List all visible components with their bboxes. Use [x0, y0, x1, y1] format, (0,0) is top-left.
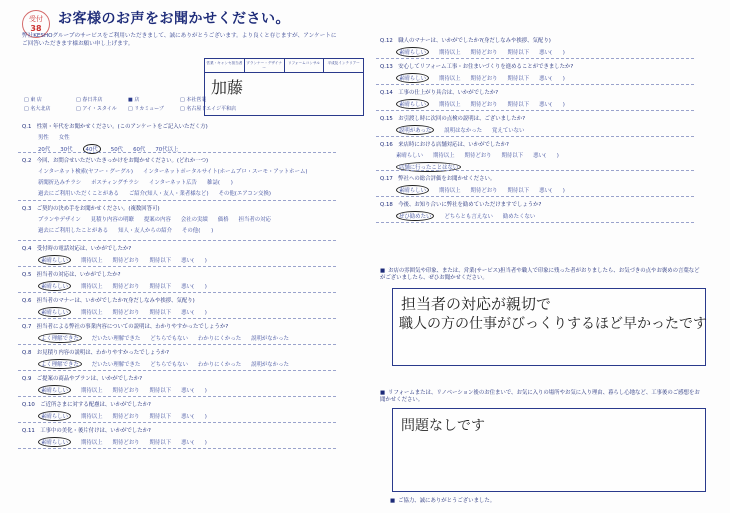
- answer-option[interactable]: 会社の実績: [180, 217, 208, 223]
- answer-options: [380, 151, 569, 159]
- question-title: Q.11 工事中の美化・後片付けは、いかがでしたか?: [22, 428, 151, 434]
- question-title: Q.1 性別・年代をお聞かせください。(このアンケートをご記入いただく方): [22, 124, 208, 130]
- answer-option[interactable]: 期待以上: [80, 388, 103, 394]
- answer-options: [380, 73, 575, 83]
- question-title: Q.13 安心してリフォーム工事・お住まいづくりを進めることができましたか?: [380, 64, 574, 70]
- answer-options: [22, 133, 208, 141]
- question-title: Q.12 職人のマナーは、いかがでしたか?(身だしなみや挨拶、気配り): [380, 38, 551, 44]
- answer-option[interactable]: 期待どおり: [464, 153, 492, 159]
- memo1-box[interactable]: [392, 288, 706, 366]
- question-title: Q.14 工事の仕上がり具合は、いかがでしたか?: [380, 90, 499, 96]
- answer-option[interactable]: 悪い( ): [539, 76, 565, 82]
- answer-option[interactable]: 期待以上: [432, 153, 455, 159]
- answer-option[interactable]: だいたい理解できた: [91, 336, 141, 342]
- dashed-divider: [18, 318, 336, 319]
- answer-option[interactable]: 期待以下: [507, 50, 530, 56]
- answer-option[interactable]: 素晴らしい: [38, 255, 71, 265]
- question-title: Q.16 来店時における店舗対応は、いかがでしたか?: [380, 142, 509, 148]
- answer-options: [22, 411, 217, 421]
- answer-option[interactable]: インターネット広告: [149, 180, 198, 186]
- dashed-divider: [376, 170, 694, 171]
- branch-row: [24, 105, 284, 114]
- answer-option[interactable]: 60代: [133, 147, 146, 153]
- answer-option[interactable]: 素晴らしい: [38, 437, 71, 447]
- answer-option[interactable]: 期待以上: [438, 102, 461, 108]
- answer-option[interactable]: 悪い( ): [181, 310, 207, 316]
- answer-option[interactable]: 素晴らしい: [396, 153, 423, 159]
- answer-option[interactable]: 期待どおり: [112, 440, 140, 446]
- answer-option[interactable]: どちらでもない: [150, 336, 188, 342]
- stamp-number: 38: [30, 24, 42, 33]
- answer-option[interactable]: 期待以下: [507, 102, 530, 108]
- stamp-label: 受付: [29, 15, 43, 23]
- answer-option[interactable]: 期待以上: [438, 50, 461, 56]
- thanks-footer: ■ ご協力、誠にありがとうございました。: [390, 496, 495, 504]
- question-q15: [380, 114, 534, 135]
- answer-option[interactable]: 50代: [110, 147, 124, 153]
- question-title: Q.8 お見積り内容の説明は、わかりやすかったでしょうか?: [22, 350, 170, 356]
- question-title: Q.10 ご近所さまに対する配慮は、いかがでしたか?: [22, 402, 151, 408]
- answer-option[interactable]: 40代: [83, 144, 101, 154]
- dashed-divider: [18, 344, 336, 345]
- answer-option[interactable]: 期待どおり: [470, 102, 498, 108]
- dashed-divider: [18, 292, 336, 293]
- answer-options: [22, 359, 299, 369]
- answer-options: [22, 189, 317, 197]
- answer-option[interactable]: 期待どおり: [470, 76, 498, 82]
- answer-option[interactable]: 期待以上: [80, 258, 103, 264]
- question-q1: [22, 122, 208, 154]
- answer-option[interactable]: 見積り内容の明瞭: [90, 217, 134, 223]
- answer-options: [22, 333, 299, 343]
- dashed-divider: [18, 396, 336, 397]
- answer-option[interactable]: 知人・友人からの紹介: [118, 228, 173, 234]
- answer-option[interactable]: 担当者の対応: [238, 217, 271, 223]
- question-title: Q.4 受付時の電話対応は、いかがでしたか?: [22, 246, 132, 252]
- memo2-box[interactable]: [392, 408, 706, 492]
- answer-option[interactable]: 期待どおり: [112, 414, 140, 420]
- answer-option[interactable]: 悪い( ): [181, 440, 207, 446]
- answer-option[interactable]: 女性: [58, 135, 70, 141]
- answer-options: [380, 211, 545, 221]
- memo2-question: ■ リフォームまたは、リノベーション後のお住まいで、お気に入りの場所やお気に入り理由、暮らし心地など、工事後のご感想をお聞かせください。: [380, 390, 700, 404]
- dashed-divider: [376, 58, 694, 59]
- memo1-answer-line1: 担当者の対応が親切で: [401, 295, 552, 313]
- answer-options: [380, 185, 575, 195]
- answer-option[interactable]: 雑誌( ): [207, 180, 233, 186]
- question-q16: [380, 140, 569, 172]
- question-title: Q.5 担当者の対応は、いかがでしたか?: [22, 272, 121, 278]
- answer-option[interactable]: 期待以下: [501, 153, 524, 159]
- staff-header-interior: 平成及インテリアー: [327, 61, 360, 65]
- question-q6: [22, 296, 217, 317]
- answer-option[interactable]: 価格: [217, 217, 229, 223]
- answer-option[interactable]: 期待以下: [149, 258, 172, 264]
- dashed-divider: [376, 222, 694, 223]
- answer-option[interactable]: よく理解できた: [38, 333, 82, 343]
- answer-option[interactable]: ご紹介(知人・友人・業者様など): [128, 191, 209, 197]
- answer-option[interactable]: 男性: [38, 135, 49, 141]
- answer-options: [380, 47, 575, 57]
- answer-option[interactable]: 70代以上: [155, 147, 179, 153]
- answer-option[interactable]: 素晴らしい: [38, 281, 71, 291]
- staff-header-planner: プランナー・デザイナー: [245, 59, 285, 72]
- answer-option[interactable]: 素晴らしい: [38, 411, 71, 421]
- branch-option[interactable]: □ 春日井店: [76, 97, 103, 103]
- dashed-divider: [18, 200, 336, 201]
- answer-option[interactable]: 期待以下: [149, 414, 172, 420]
- staff-header-consult: リフォームコンサル: [285, 59, 325, 72]
- dashed-divider: [18, 370, 336, 371]
- answer-option[interactable]: 過去にご利用いただくことがある: [38, 191, 119, 197]
- answer-option[interactable]: 期待以上: [438, 188, 461, 194]
- question-title: Q.18 今後、お知り合いに弊社を勧めていただけますでしょうか?: [380, 202, 542, 208]
- answer-option[interactable]: ポスティングチラシ: [91, 180, 140, 186]
- question-q14: [380, 88, 575, 109]
- question-title: Q.17 弊社への総合評価をお聞かせください。: [380, 176, 496, 182]
- answer-option[interactable]: 悪い( ): [539, 102, 565, 108]
- answer-option[interactable]: インターネット検索(ヤフー・グーグル): [38, 169, 134, 175]
- answer-option[interactable]: 説明があった: [396, 125, 434, 135]
- answer-option[interactable]: 期待以上: [80, 440, 103, 446]
- answer-option[interactable]: 素晴らしい: [396, 99, 429, 109]
- question-q13: [380, 62, 575, 83]
- question-q18: [380, 200, 545, 221]
- branch-option[interactable]: ■ 店: [128, 97, 140, 103]
- answer-option[interactable]: わかりにくかった: [197, 336, 242, 342]
- answer-option[interactable]: 新聞折込みチラシ: [38, 180, 82, 186]
- question-title: Q.6 担当者のマナーは、いかがでしたか?(身だしなみや挨拶、気配り): [22, 298, 195, 304]
- answer-option[interactable]: 素晴らしい: [38, 307, 71, 317]
- answer-option[interactable]: 悪い( ): [539, 188, 565, 194]
- answer-option[interactable]: 提案の内容: [143, 217, 171, 223]
- question-title: Q.9 ご提案の商品やプランは、いかがでしたか?: [22, 376, 143, 382]
- answer-option[interactable]: 覚えていない: [492, 128, 525, 134]
- answer-option[interactable]: 悪い( ): [181, 284, 207, 290]
- answer-option[interactable]: 期待以下: [149, 310, 172, 316]
- question-q17: [380, 174, 575, 195]
- answer-option[interactable]: インターネットポータルサイト(ホームプロ・スーモ・アットホーム): [143, 169, 308, 175]
- branch-option[interactable]: □ 東 店: [24, 97, 42, 103]
- branch-option[interactable]: □ 名大北店: [24, 106, 51, 112]
- answer-option[interactable]: 期待以上: [80, 310, 103, 316]
- answer-options: [22, 307, 217, 317]
- answer-option[interactable]: 悪い( ): [533, 153, 559, 159]
- answer-option[interactable]: その他(エアコン交換): [218, 191, 272, 197]
- staff-name-handwritten: 加藤: [211, 78, 244, 97]
- answer-option[interactable]: 期待どおり: [112, 284, 140, 290]
- question-title: Q.15 お引渡し時に次回の点検の説明は、ございましたか?: [380, 116, 526, 122]
- answer-options: [380, 125, 534, 135]
- staff-header-sales: 営業・キャンセ担当者: [205, 59, 245, 72]
- answer-option[interactable]: 期待どおり: [112, 258, 140, 264]
- dashed-divider: [18, 152, 336, 153]
- answer-option[interactable]: 悪い( ): [181, 258, 207, 264]
- dashed-divider: [18, 266, 336, 267]
- answer-option[interactable]: 説明がなかった: [251, 336, 289, 342]
- answer-option[interactable]: わかりにくかった: [197, 362, 242, 368]
- answer-options: [22, 281, 217, 291]
- memo2-answer: 問題なしです: [401, 418, 485, 434]
- answer-option[interactable]: 悪い( ): [181, 388, 207, 394]
- answer-option[interactable]: 期待以下: [507, 188, 530, 194]
- answer-option[interactable]: 素晴らしい: [38, 385, 71, 395]
- branch-row: [24, 96, 284, 105]
- answer-option[interactable]: 期待以下: [149, 440, 172, 446]
- answer-option[interactable]: どちらとも言えない: [444, 214, 493, 220]
- answer-option[interactable]: 店舗に行ったことはない: [396, 162, 461, 172]
- question-q10: [22, 400, 217, 421]
- question-q5: [22, 270, 217, 291]
- page-title: お客様のお声をお聞かせください。: [58, 11, 290, 27]
- answer-options: [22, 215, 281, 223]
- answer-option[interactable]: 説明はなかった: [444, 128, 483, 134]
- question-title: Q.7 担当者による弊社の事業内容についての説明は、わかりやすかったでしょうか?: [22, 324, 229, 330]
- branch-list: [24, 96, 284, 114]
- question-q7: [22, 322, 299, 343]
- answer-option[interactable]: 悪い( ): [181, 414, 207, 420]
- answer-option[interactable]: 期待どおり: [470, 188, 498, 194]
- answer-option[interactable]: 悪い( ): [539, 50, 565, 56]
- answer-option[interactable]: 期待どおり: [470, 50, 498, 56]
- dashed-divider: [18, 448, 336, 449]
- answer-options: [22, 385, 217, 395]
- answer-option[interactable]: ぜひ勧めたい: [396, 211, 434, 221]
- answer-option[interactable]: 説明がなかった: [251, 362, 289, 368]
- answer-option[interactable]: 期待以下: [507, 76, 530, 82]
- answer-options: [380, 99, 575, 109]
- question-q2: [22, 156, 317, 197]
- answer-option[interactable]: 期待以上: [80, 414, 103, 420]
- branch-option[interactable]: □ 名古屋ドエイジ平和店: [180, 106, 237, 112]
- answer-option[interactable]: 素晴らしい: [396, 185, 429, 195]
- dashed-divider: [376, 136, 694, 137]
- dashed-divider: [376, 110, 694, 111]
- branch-option[interactable]: □ リカミューブ: [128, 106, 164, 112]
- answer-options: [22, 437, 217, 447]
- staff-box-header: [205, 59, 363, 73]
- question-q3: [22, 204, 281, 234]
- answer-option[interactable]: 期待どおり: [112, 310, 140, 316]
- answer-option[interactable]: 過去にご利用したことがある: [38, 228, 109, 234]
- memo1-answer-line2: 職人の方の仕事がびっくりするほど早かったです: [399, 316, 707, 332]
- answer-option[interactable]: 素晴らしい: [396, 47, 429, 57]
- answer-option[interactable]: その他( ): [182, 228, 214, 234]
- answer-options: [22, 167, 317, 175]
- answer-option[interactable]: 20代: [38, 147, 51, 153]
- answer-options: [22, 226, 281, 234]
- answer-option[interactable]: 素晴らしい: [396, 73, 429, 83]
- intro-text: 弊社KESHOグループのサービスをご利用いただきまして、誠にありがとうございます。より良くと存じますが、アンケートにご回答いただきます様お願い申し上げます。: [22, 33, 337, 47]
- question-q8: [22, 348, 299, 369]
- answer-option[interactable]: どちらでもない: [150, 362, 188, 368]
- dashed-divider: [18, 240, 336, 241]
- answer-option[interactable]: よく理解できた: [38, 359, 82, 369]
- question-q11: [22, 426, 217, 447]
- answer-option[interactable]: 期待以下: [149, 284, 172, 290]
- answer-option[interactable]: 期待どおり: [112, 388, 140, 394]
- branch-option[interactable]: □ 本社営業: [180, 97, 207, 103]
- answer-option[interactable]: 30代: [60, 147, 73, 153]
- question-q4: [22, 244, 217, 265]
- answer-option[interactable]: 期待以上: [80, 284, 103, 290]
- answer-option[interactable]: 期待以上: [438, 76, 461, 82]
- question-title: Q.3 ご契約の決め手をお聞かせください。(複数回答可): [22, 206, 160, 212]
- branch-option[interactable]: □ アイ・スタイル: [76, 106, 117, 112]
- dashed-divider: [18, 422, 336, 423]
- answer-options: [22, 255, 217, 265]
- dashed-divider: [376, 84, 694, 85]
- answer-option[interactable]: だいたい理解できた: [91, 362, 141, 368]
- question-title: Q.2 今回、お問合せいただいたきっかけをお聞かせください。(どれか一つ): [22, 158, 209, 164]
- answer-option[interactable]: 期待以下: [149, 388, 172, 394]
- question-q12: [380, 36, 575, 57]
- memo1-question: ■ お店の雰囲気や印象、または、営業(サービス)担当者や職人で印象に残った者がおりましたら、お気づきの点やお褒めの言葉などがございましたら、ぜひお聞かせください。: [380, 268, 700, 282]
- dashed-divider: [376, 196, 694, 197]
- answer-option[interactable]: 勧めたくない: [502, 214, 536, 220]
- answer-options: [22, 178, 317, 186]
- answer-option[interactable]: プランやデザイン: [38, 217, 81, 223]
- question-q9: [22, 374, 217, 395]
